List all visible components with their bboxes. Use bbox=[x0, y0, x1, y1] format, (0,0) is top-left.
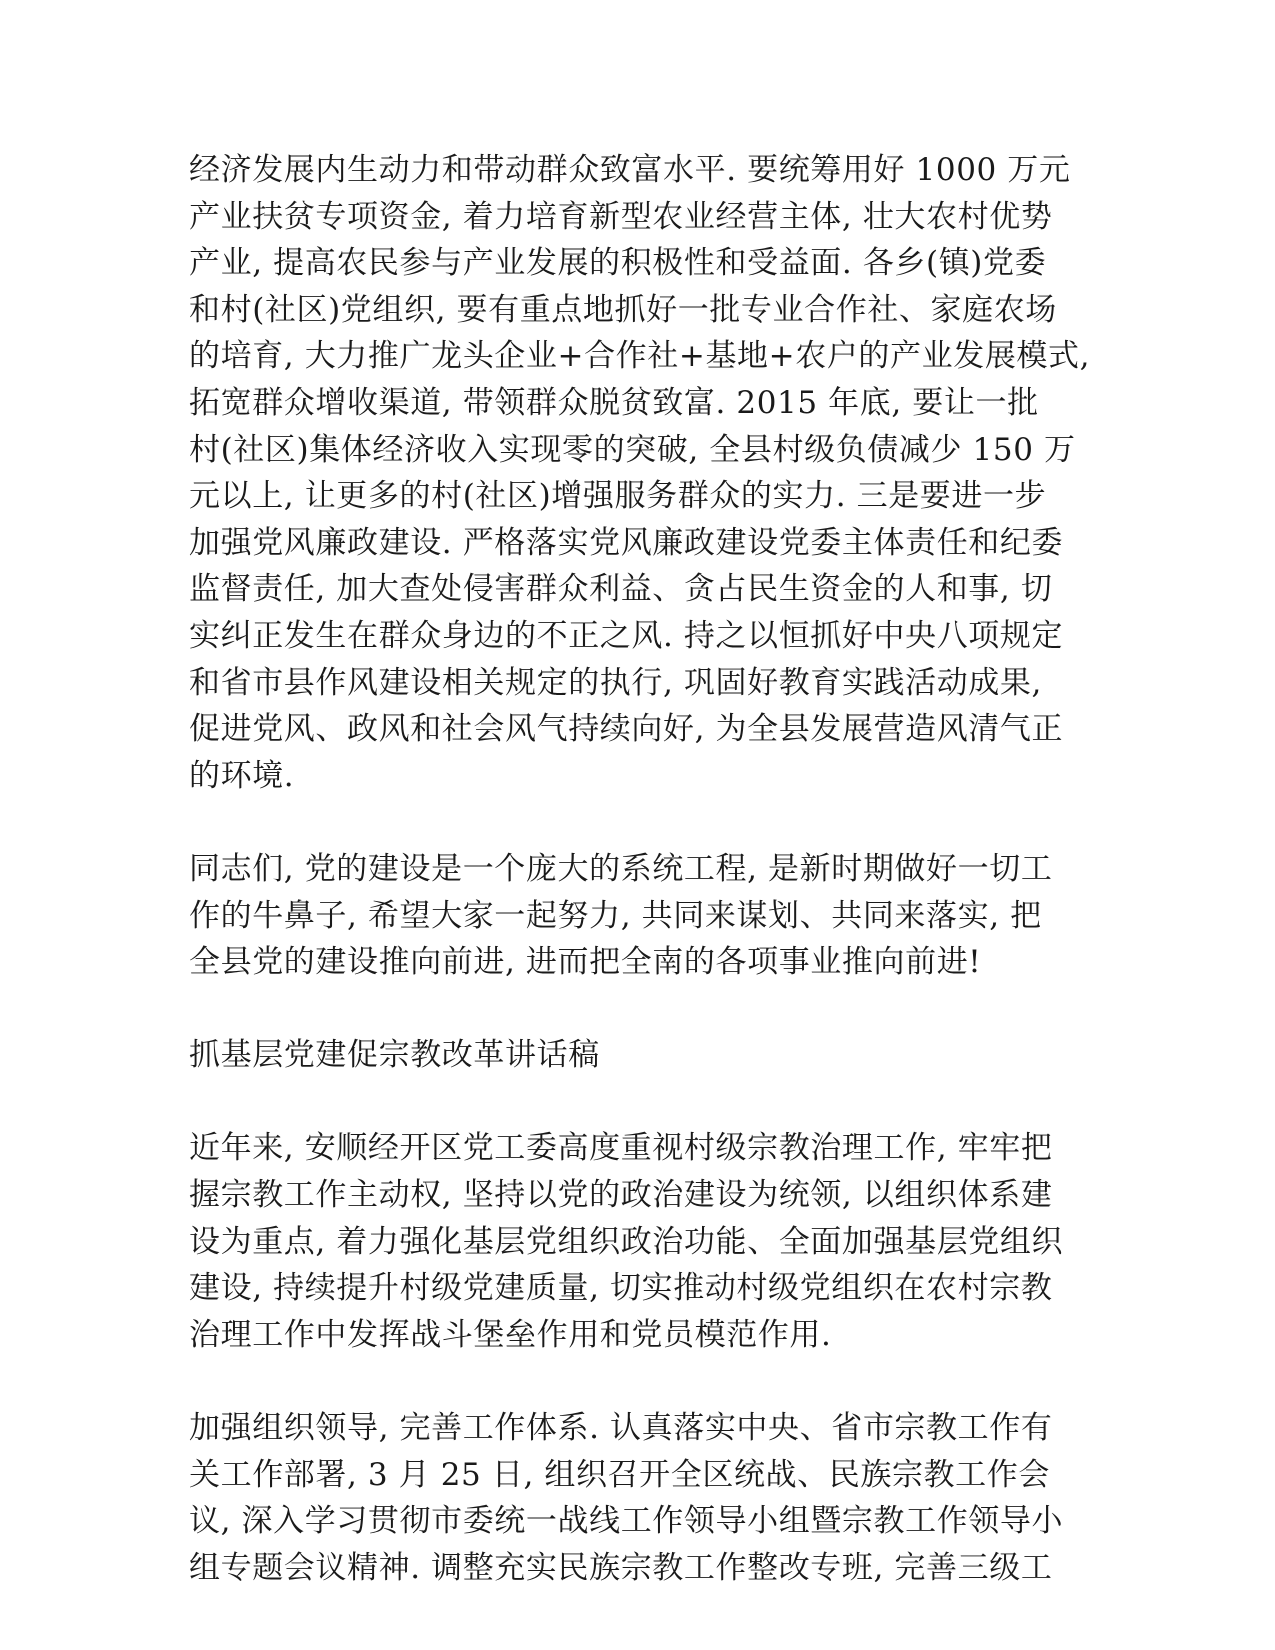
paragraph-introduction bbox=[189, 1125, 1119, 1358]
text-line: 的培育, 大力推广龙头企业+合作社+基地+农户的产业发展模式, bbox=[189, 338, 1091, 375]
text-line: 全县党的建设推向前进, 进而把全南的各项事业推向前进! bbox=[189, 944, 982, 981]
text-line: 村(社区)集体经济收入实现零的突破, 全县村级负债减少 150 万 bbox=[189, 431, 1076, 468]
paragraph-party-work-continuation bbox=[189, 147, 1119, 799]
paragraph-spacer bbox=[189, 986, 1119, 1033]
text-line: 产业, 提高农民参与产业发展的积极性和受益面. 各乡(镇)党委 bbox=[189, 245, 1047, 282]
text-line: 治理工作中发挥战斗堡垒作用和党员模范作用. bbox=[189, 1316, 832, 1353]
paragraph-spacer bbox=[189, 799, 1119, 846]
text-line: 近年来, 安顺经开区党工委高度重视村级宗教治理工作, 牢牢把 bbox=[189, 1130, 1053, 1167]
text-line: 拓宽群众增收渠道, 带领群众脱贫致富. 2015 年底, 要让一批 bbox=[189, 384, 1039, 421]
text-line: 加强组织领导, 完善工作体系. 认真落实中央、省市宗教工作有 bbox=[189, 1410, 1053, 1447]
text-line: 关工作部署, 3 月 25 日, 组织召开全区统战、民族宗教工作会 bbox=[189, 1456, 1050, 1493]
paragraph-organization-leadership bbox=[189, 1405, 1119, 1591]
text-line: 产业扶贫专项资金, 着力培育新型农业经营主体, 壮大农村优势 bbox=[189, 198, 1053, 235]
text-line: 和村(社区)党组织, 要有重点地抓好一批专业合作社、家庭农场 bbox=[189, 291, 1057, 328]
text-line: 握宗教工作主动权, 坚持以党的政治建设为统领, 以组织体系建 bbox=[189, 1177, 1053, 1214]
text-line: 元以上, 让更多的村(社区)增强服务群众的实力. 三是要进一步 bbox=[189, 478, 1047, 515]
text-line: 建设, 持续提升村级党建质量, 切实推动村级党组织在农村宗教 bbox=[189, 1270, 1053, 1307]
text-line: 监督责任, 加大查处侵害群众利益、贪占民生资金的人和事, 切 bbox=[189, 571, 1053, 608]
text-line: 经济发展内生动力和带动群众致富水平. 要统筹用好 1000 万元 bbox=[189, 152, 1071, 188]
paragraph-closing-remarks bbox=[189, 846, 1119, 986]
text-line: 和省市县作风建设相关规定的执行, 巩固好教育实践活动成果, bbox=[189, 664, 1042, 701]
section-title-text: 抓基层党建促宗教改革讲话稿 bbox=[189, 1037, 600, 1074]
text-line: 设为重点, 着力强化基层党组织政治功能、全面加强基层党组织 bbox=[189, 1223, 1064, 1260]
paragraph-spacer bbox=[189, 1358, 1119, 1405]
text-line: 组专题会议精神. 调整充实民族宗教工作整改专班, 完善三级工 bbox=[189, 1549, 1053, 1586]
text-line: 作的牛鼻子, 希望大家一起努力, 共同来谋划、共同来落实, 把 bbox=[189, 897, 1042, 934]
paragraph-spacer bbox=[189, 1079, 1119, 1126]
text-line: 同志们, 党的建设是一个庞大的系统工程, 是新时期做好一切工 bbox=[189, 850, 1053, 887]
text-line: 议, 深入学习贯彻市委统一战线工作领导小组暨宗教工作领导小 bbox=[189, 1503, 1064, 1540]
document-body bbox=[189, 147, 1119, 1591]
text-line: 促进党风、政风和社会风气持续向好, 为全县发展营造风清气正 bbox=[189, 711, 1064, 748]
section-title bbox=[189, 1032, 1119, 1079]
text-line: 的环境. bbox=[189, 757, 295, 794]
text-line: 加强党风廉政建设. 严格落实党风廉政建设党委主体责任和纪委 bbox=[189, 524, 1064, 561]
text-line: 实纠正发生在群众身边的不正之风. 持之以恒抓好中央八项规定 bbox=[189, 617, 1064, 654]
